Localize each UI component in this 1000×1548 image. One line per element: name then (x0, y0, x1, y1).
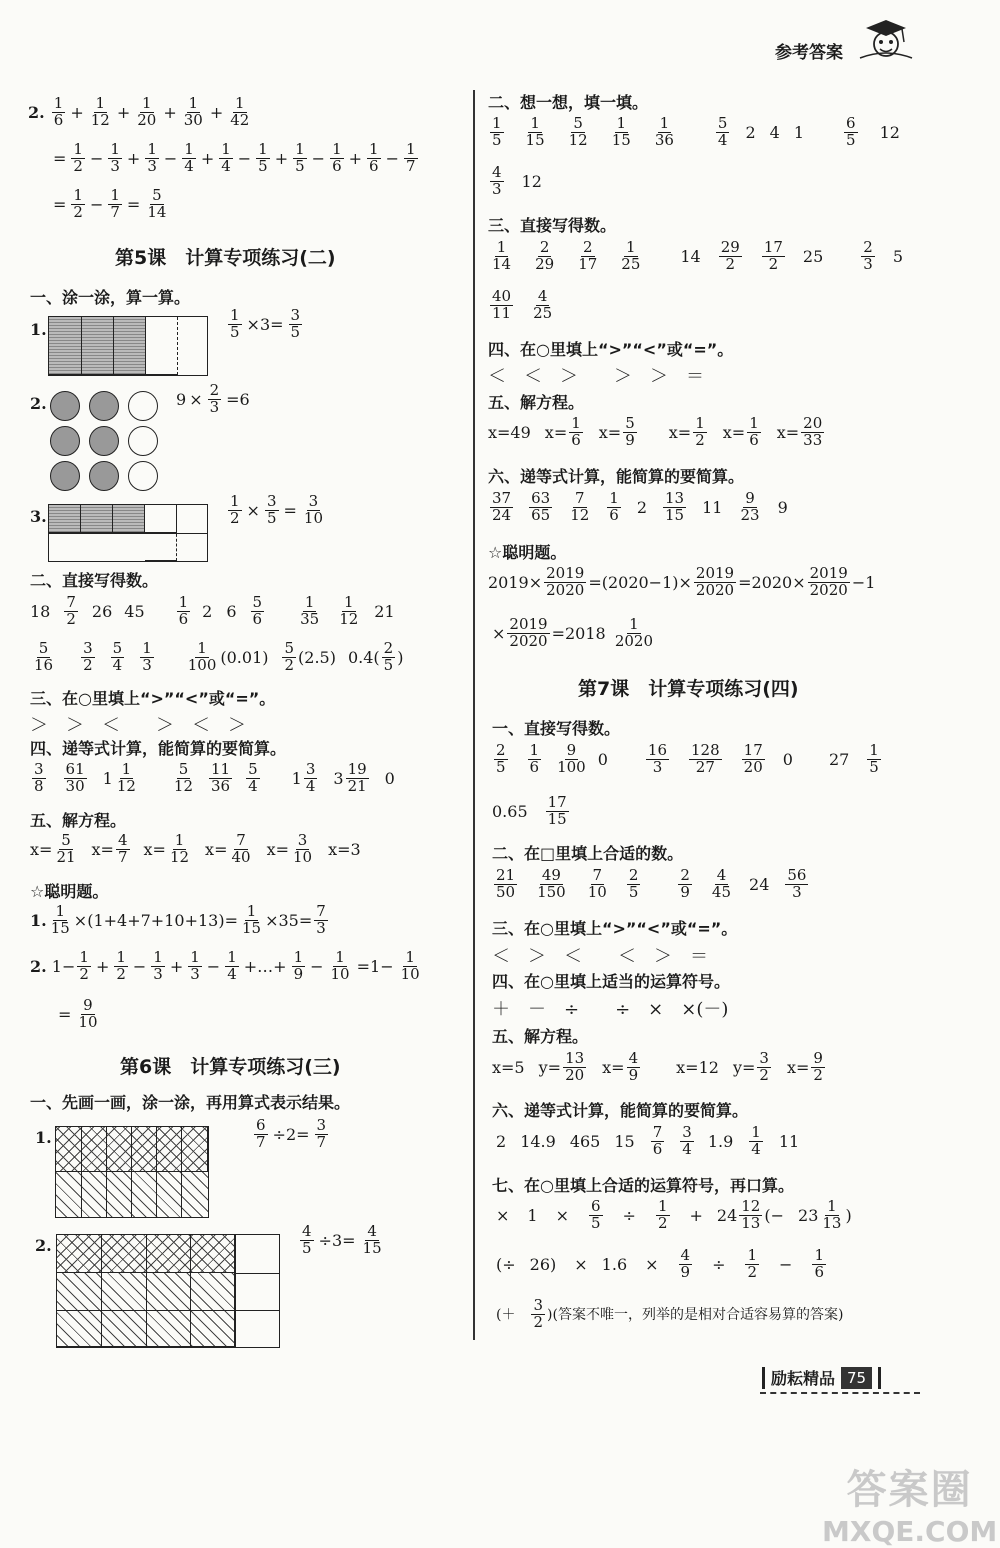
l6-item2-eq: $\frac{4}{5}$ ÷3= $\frac{4}{15}$ (302, 1222, 382, 1257)
l7-section7: 七、在○里填上合适的运算符号，再口算。 (492, 1176, 794, 1195)
l7-section5: 五、解方程。 (492, 1027, 589, 1046)
l7-s2-row: $\frac{21}{50}$ $\frac{49}{150}$ $\frac{7}{10}$ $\frac{2}{5}$ $\frac{2}{9}$ $\frac{4}{45}$ 24 $\frac{56}{3}$ (496, 866, 807, 901)
l7-s3-row: ＜ ＞ ＜ ＜ ＞ ＝ (492, 946, 708, 967)
l7-s7-row1: × 1 × $\frac{6}{5}$ ÷ $\frac{1}{2}$ + 24 $\frac{12}{13}$ (− 23 $\frac{1}{13}$ ) (496, 1197, 852, 1232)
r-section4: 四、在○里填上“>”“<”或“=”。 (488, 340, 734, 359)
footer-brand: 励耘精品 75 (762, 1366, 881, 1389)
r-smart-line2: × $\frac{2019}{2020}$ =2018 $\frac{1}{2020}$ (492, 615, 653, 650)
r-section7: ☆聪明题。 (488, 543, 567, 562)
l5-section1: 一、涂一涂，算一算。 (30, 288, 191, 307)
l6-item1-label: 1. (35, 1128, 52, 1147)
l5-s3-row: ＞ ＞ ＜ ＞ ＜ ＞ (30, 715, 246, 736)
r-section3: 三、直接写得数。 (488, 216, 617, 235)
l5-item3-label: 3. (30, 507, 47, 526)
l5-section6: ☆聪明题。 (30, 882, 109, 901)
footer-dashed-line (760, 1392, 920, 1394)
l5-smart-2b: = $\frac{9}{10}$ (58, 996, 98, 1031)
left-item-2-line2: = $\frac{1}{2}$ − $\frac{1}{3}$ + $\frac{1}{3}$ − $\frac{1}{4}$ + $\frac{1}{4}$ − $\frac{1}{5}$ + $\frac{1}{5}$ − $\frac{1}{6}$ + $\frac{1}{6}$ − $\frac{1}{7}$ (53, 140, 416, 175)
l5-smart-1: 1. $\frac{1}{15}$ ×(1+4+7+10+13)= $\frac{1}{15}$ ×35= $\frac{7}{3}$ (30, 902, 326, 937)
l6-item2-label: 2. (35, 1236, 52, 1255)
l6-item2-grid (56, 1234, 280, 1348)
mascot-icon (858, 18, 914, 62)
l5-item3-eq: $\frac{1}{2}$ × $\frac{3}{5}$ = $\frac{3}{10}$ (230, 492, 323, 527)
page-number: 75 (841, 1367, 872, 1389)
l5-smart-2: 2. 1− $\frac{1}{2}$ + $\frac{1}{2}$ − $\frac{1}{3}$ + $\frac{1}{3}$ − $\frac{1}{4}$ +…+ $\frac{1}{9}$ − $\frac{1}{10}$ =1− $\frac{1}{10}$ (30, 948, 420, 983)
l7-s7-row2: (÷ 26) × 1.6 × $\frac{4}{9}$ ÷ $\frac{1}{2}$ − $\frac{1}{6}$ (496, 1246, 824, 1281)
l5-item3-grid (48, 504, 208, 562)
l7-section3: 三、在○里填上“>”“<”或“=”。 (492, 919, 738, 938)
r-section2: 二、想一想，填一填。 (488, 93, 649, 112)
l5-item1-eq: $\frac{1}{5}$ ×3= $\frac{3}{5}$ (230, 306, 301, 341)
answer-key-label: 参考答案 (775, 43, 843, 63)
lesson7-title: 第7课 计算专项练习(四) (578, 678, 799, 700)
left-item-2-line1: 2. $\frac{1}{6}$ + $\frac{1}{12}$ + $\frac{1}{20}$ + $\frac{1}{30}$ + $\frac{1}{42}$ (28, 94, 250, 129)
l5-section2: 二、直接写得数。 (30, 571, 159, 590)
l5-item1-grid (48, 316, 208, 376)
r-s4-row: ＜ ＜ ＞ ＞ ＞ ＝ (488, 366, 704, 387)
l5-s2-row2: $\frac{5}{16}$ $\frac{3}{2}$ $\frac{5}{4}$ $\frac{1}{3}$ $\frac{1}{100}$ (0.01) $\frac{5}{2}$ (2.5) 0.4 ( $\frac{2}{5}$ ) (34, 639, 404, 674)
l5-item2-eq: 9 × $\frac{2}{3}$ =6 (176, 381, 250, 416)
r-s3-row2: $\frac{40}{11}$ $\frac{4}{25}$ (492, 287, 553, 322)
l6-section1: 一、先画一画，涂一涂，再用算式表示结果。 (30, 1093, 351, 1112)
l7-s6-row: 2 14.9 465 15 $\frac{7}{6}$ $\frac{3}{4}$ 1.9 $\frac{1}{4}$ 11 (496, 1123, 800, 1158)
l5-s2-row1: 18 $\frac{7}{2}$ 26 45 $\frac{1}{6}$ 2 6 $\frac{5}{6}$ $\frac{1}{35}$ $\frac{1}{12}$ 21 (30, 593, 395, 628)
l5-section4: 四、递等式计算，能简算的要简算。 (30, 739, 287, 758)
l7-s1-row2: 0.65 $\frac{17}{15}$ (492, 793, 567, 828)
column-divider (473, 90, 475, 1340)
r-section6: 六、递等式计算，能简算的要简算。 (488, 467, 745, 486)
l7-section4: 四、在○里填上适当的运算符号。 (492, 972, 730, 991)
l6-item1-eq: $\frac{6}{7}$ ÷2= $\frac{3}{7}$ (256, 1116, 327, 1151)
l5-s5-row: x= $\frac{5}{21}$ x= $\frac{4}{7}$ x= $\frac{1}{12}$ x= $\frac{7}{40}$ x= $\frac{3}{10}$ x=3 (30, 831, 361, 866)
r-s5-row: x=49 x= $\frac{1}{6}$ x= $\frac{5}{9}$ x= $\frac{1}{2}$ x= $\frac{1}{6}$ x= $\frac{20}{33}$ (488, 414, 823, 449)
l6-item1-grid (55, 1126, 209, 1218)
l7-section6: 六、递等式计算，能简算的要简算。 (492, 1101, 749, 1120)
l5-item2-label: 2. (30, 394, 47, 413)
l7-s7-row3: (＋ $\frac{3}{2}$ )(答案不唯一，列举的是相对合适容易算的答案) (496, 1296, 844, 1331)
r-smart-line1: 2019× $\frac{2019}{2020}$ =(2020−1)× $\frac{2019}{2020}$ =2020× $\frac{2019}{2020}$ −1 (488, 564, 876, 599)
r-s2-row2: $\frac{4}{3}$ 12 (492, 163, 542, 198)
lesson5-title: 第5课 计算专项练习(二) (115, 247, 336, 269)
watermark: 答案圈 MXQE.COM (822, 1467, 998, 1548)
l5-s4-row: $\frac{3}{8}$ $\frac{61}{30}$ 1 $\frac{1}{12}$ $\frac{5}{12}$ $\frac{11}{36}$ $\frac{5}{4}$ 1 $\frac{3}{4}$ 3 $\frac{19}{21}$ 0 (34, 760, 395, 795)
lesson6-title: 第6课 计算专项练习(三) (120, 1056, 341, 1078)
left-item-2-line3: = $\frac{1}{2}$ − $\frac{1}{7}$ = $\frac{5}{14}$ (53, 186, 167, 221)
l7-section1: 一、直接写得数。 (492, 719, 621, 738)
l7-s5-row: x=5 y= $\frac{13}{20}$ x= $\frac{4}{9}$ x=12 y= $\frac{3}{2}$ x= $\frac{9}{2}$ (492, 1049, 823, 1084)
r-section5: 五、解方程。 (488, 393, 585, 412)
r-s3-row1: $\frac{1}{14}$ $\frac{2}{29}$ $\frac{2}{17}$ $\frac{1}{25}$ 14 $\frac{29}{2}$ $\frac{17}{2}$ 25 $\frac{2}{3}$ 5 (492, 238, 904, 273)
r-s2-row1: $\frac{1}{5}$ $\frac{1}{15}$ $\frac{5}{12}$ $\frac{1}{15}$ $\frac{1}{36}$ $\frac{5}{4}$ 2 4 1 $\frac{6}{5}$ 12 (492, 114, 900, 149)
l5-item1-label: 1. (30, 320, 47, 339)
l7-s1-row1: $\frac{2}{5}$ $\frac{1}{6}$ $\frac{9}{100}$ 0 $\frac{16}{3}$ $\frac{128}{27}$ $\frac{17}{20}$ 0 27 $\frac{1}{5}$ (496, 741, 879, 776)
r-s6-row: $\frac{37}{24}$ $\frac{63}{65}$ $\frac{7}{12}$ $\frac{1}{6}$ 2 $\frac{13}{15}$ 11 $\frac{9}{23}$ 9 (492, 489, 788, 524)
l7-s4-row: ＋ － ÷ ÷ × ×(－) (492, 999, 729, 1020)
l5-section3: 三、在○里填上“>”“<”或“=”。 (30, 689, 276, 708)
l5-section5: 五、解方程。 (30, 811, 127, 830)
l7-section2: 二、在□里填上合适的数。 (492, 844, 684, 863)
